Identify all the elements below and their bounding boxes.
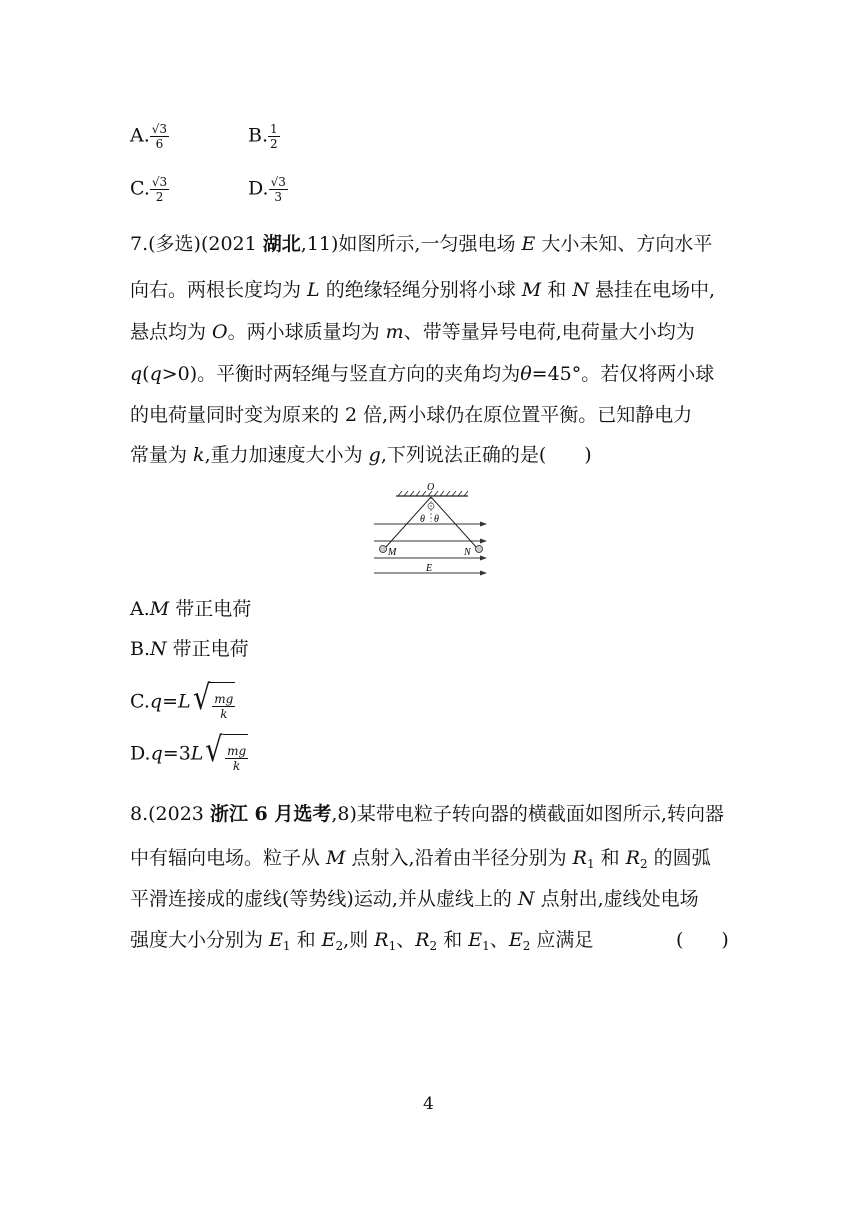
fraction: $\frac{√3}{3}$ <box>270 175 286 204</box>
q7-option-d: D.q=3L √ $\frac{mg}{k}$ <box>130 730 248 774</box>
q8-line-2: 中有辐向电场。粒子从 M 点射入,沿着由半径分别为 $R_1$ 和 $R_2$ 的圆弧 <box>130 847 711 871</box>
ball-m <box>380 546 387 553</box>
q7-line-4: q(q>0)。平衡时两轻绳与竖直方向的夹角均为θ=45°。若仅将两小球 <box>130 363 715 385</box>
q8-line-1: 8.(2023 浙江 6 月选考,8)某带电粒子转向器的横截面如图所示,转向器 <box>130 803 724 825</box>
theta-right: θ <box>434 514 439 525</box>
q7-option-a: A.M 带正电荷 <box>130 598 252 620</box>
page-number: 4 <box>423 1094 434 1114</box>
q7-line-5: 的电荷量同时变为原来的 2 倍,两小球仍在原位置平衡。已知静电力 <box>130 404 693 426</box>
q8-answer-paren: ( ) <box>676 929 729 951</box>
fraction: $\frac{1}{2}$ <box>270 122 278 151</box>
option-d: D. $\frac{√3}{3}$ <box>248 175 286 204</box>
fraction: $\frac{√3}{6}$ <box>151 122 168 151</box>
electric-field-figure <box>372 482 490 578</box>
label-e: E <box>426 563 433 574</box>
sqrt-expression: √ $\frac{mg}{k}$ <box>203 730 248 779</box>
fraction: $\frac{√3}{2}$ <box>151 175 168 204</box>
ball-n <box>476 546 483 553</box>
theta-left: θ <box>420 514 425 525</box>
q7-line-2: 向右。两根长度均为 L 的绝缘轻绳分别将小球 M 和 N 悬挂在电场中, <box>130 279 716 301</box>
label-o: O <box>427 482 435 493</box>
q7-line-1: 7.(多选)(2021 湖北,11)如图所示,一匀强电场 E 大小未知、方向水平 <box>130 233 713 255</box>
q8-line-4: 强度大小分别为 $E_1$ 和 $E_2$,则 $R_1$、$R_2$ 和 $E_1$、$E_2$ 应满足 <box>130 929 594 953</box>
q7-option-b: B.N 带正电荷 <box>130 638 249 660</box>
option-c: C. $\frac{√3}{2}$ <box>130 175 168 204</box>
label-m: M <box>388 547 397 558</box>
label-n: N <box>464 547 471 558</box>
q7-option-c: C.q=L √ $\frac{mg}{k}$ <box>130 678 235 722</box>
q8-line-3: 平滑连接成的虚线(等势线)运动,并从虚线上的 N 点射出,虚线处电场 <box>130 888 699 910</box>
option-b: B. $\frac{1}{2}$ <box>248 122 278 151</box>
q7-line-3: 悬点均为 O。两小球质量均为 m、带等量异号电荷,电荷量大小均为 <box>130 321 695 343</box>
sqrt-expression: √ $\frac{mg}{k}$ <box>191 678 236 727</box>
option-a: A. $\frac{√3}{6}$ <box>130 122 168 151</box>
q7-line-6: 常量为 k,重力加速度大小为 g,下列说法正确的是( ) <box>130 444 592 466</box>
